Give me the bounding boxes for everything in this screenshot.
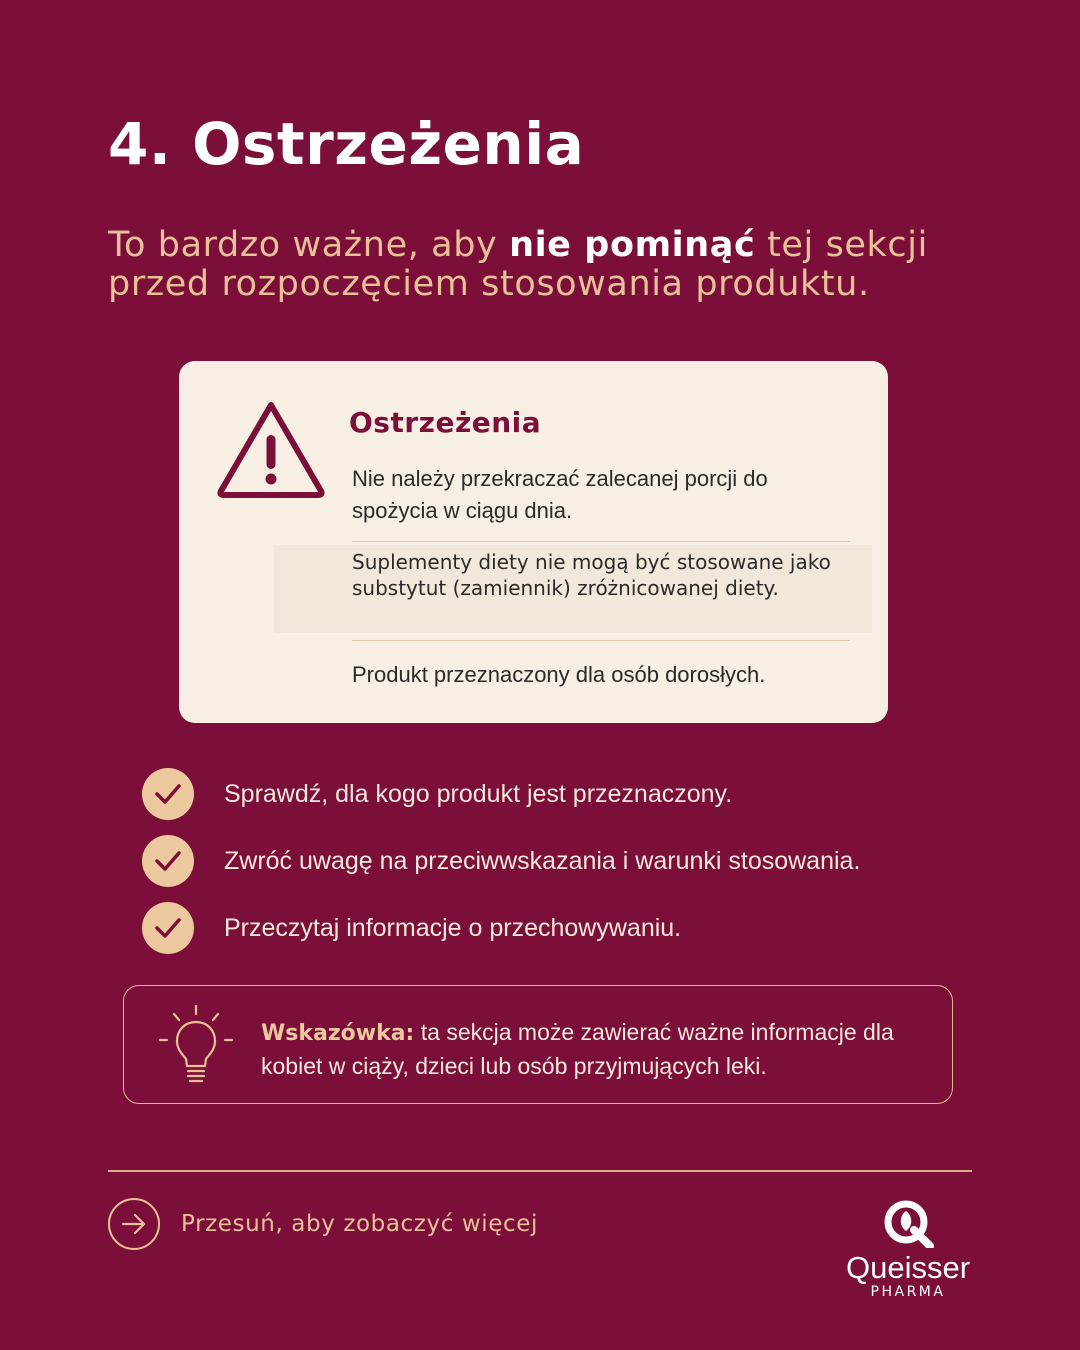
warning-item: Produkt przeznaczony dla osób dorosłych. bbox=[352, 662, 766, 687]
queisser-logo bbox=[880, 1200, 936, 1248]
swipe-hint: Przesuń, aby zobaczyć więcej bbox=[181, 1211, 538, 1237]
check-icon bbox=[142, 768, 194, 820]
tip-label: Wskazówka: bbox=[261, 1021, 415, 1046]
tip-body: ta sekcja może zawierać ważne informacje dla kobiet w ciąży, dzieci lub osób przyjmujących leki. bbox=[261, 1019, 894, 1079]
page-subtitle bbox=[108, 226, 988, 304]
tip-box bbox=[123, 985, 953, 1104]
tip-text bbox=[261, 1016, 921, 1082]
checklist-item-text: Sprawdź, dla kogo produkt jest przeznaczony. bbox=[224, 780, 733, 808]
brand-name: Queisser bbox=[845, 1250, 971, 1285]
brand-subtitle: PHARMA bbox=[870, 1284, 946, 1300]
check-icon bbox=[142, 902, 194, 954]
warning-item: Nie należy przekraczać zalecanej porcji do spożycia w ciągu dnia. bbox=[352, 466, 768, 523]
warning-item: Suplementy diety nie mogą być stosowane jako substytut (zamiennik) zróżnicowanej diety. bbox=[352, 550, 831, 600]
subtitle-text-end: tej sekcji przed rozpoczęciem stosowania produktu. bbox=[108, 225, 928, 304]
warning-card bbox=[179, 361, 888, 723]
subtitle-emphasis: nie pominąć bbox=[509, 225, 756, 265]
lightbulb-icon bbox=[154, 1004, 238, 1088]
footer-divider bbox=[108, 1170, 972, 1172]
warning-triangle-icon bbox=[215, 399, 327, 499]
subtitle-text-start: To bardzo ważne, aby bbox=[108, 225, 510, 265]
checklist-item-text: Przeczytaj informacje o przechowywaniu. bbox=[224, 914, 682, 942]
page-title: 4. Ostrzeżenia bbox=[108, 110, 585, 178]
brand-logo bbox=[838, 1200, 978, 1310]
warning-divider bbox=[352, 541, 850, 542]
warning-card-title: Ostrzeżenia bbox=[349, 406, 542, 439]
checklist-item-text: Zwróć uwagę na przeciwwskazania i warunki stosowania. bbox=[224, 847, 861, 875]
swipe-next-button[interactable] bbox=[108, 1198, 160, 1250]
check-icon bbox=[142, 835, 194, 887]
arrow-right-icon bbox=[121, 1212, 147, 1236]
warning-divider bbox=[352, 640, 850, 641]
